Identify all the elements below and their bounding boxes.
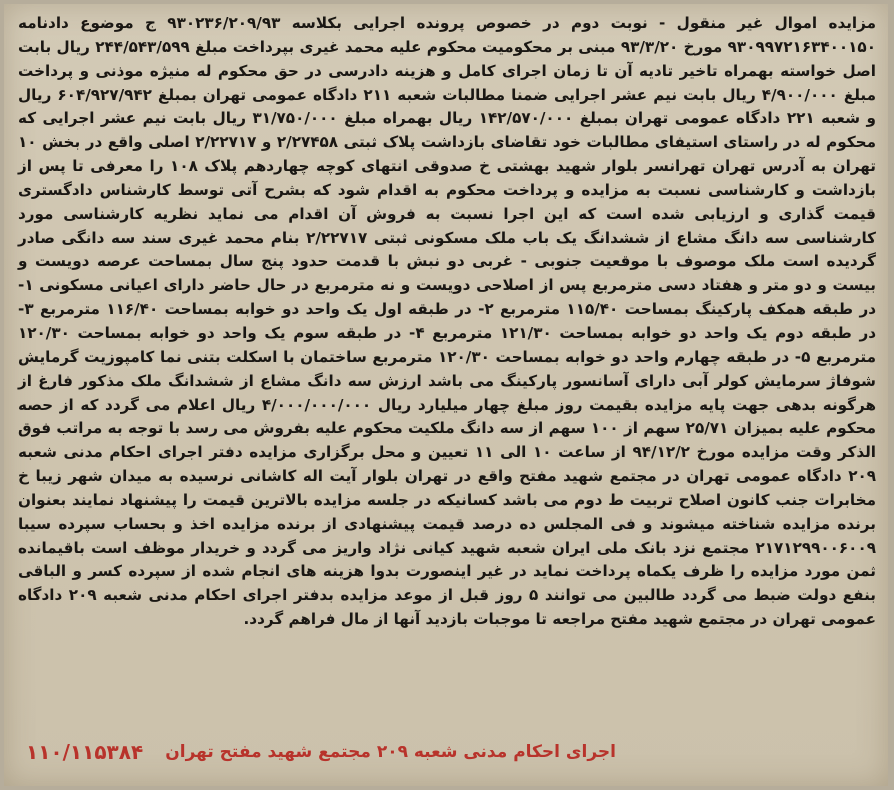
newspaper-clipping — [4, 4, 888, 786]
notice-footer — [18, 740, 876, 784]
auction-notice-text: مزایده اموال غیر منقول - نوبت دوم در خصوص پرونده اجرایی بکلاسه ۹۳۰۲۳۶/۲۰۹/۹۳ ج موضوع دادنامه ۹۳۰۹۹۷۲۱۶۳۴۰۰۱۵۰ مورخ ۹۳/۳/۲۰ مبنی بر محکومیت محکوم علیه محمد غیری بپرداخت مبلغ ۲۴۴/۵۴۳/۵۹۹ ریال بابت اصل خواسته بهمراه تاخیر تادیه آن تا زمان اجرای کامل و هزینه دادرسی در حق محکوم له منیژه موذنی و پرداخت مبلغ ۴/۹۰۰/۰۰۰ ریال بابت نیم عشر اجرایی ضمنا مطالبات شعبه ۲۱۱ دادگاه عمومی تهران بمبلغ ۶۰۴/۹۲۷/۹۴۲ ریال و شعبه ۲۲۱ دادگاه عمومی تهران بمبلغ ۱۴۲/۵۷۰/۰۰۰ ریال بهمراه مبلغ ۳۱/۷۵۰/۰۰۰ ریال بابت نیم عشر اجرایی که محکوم له در راستای استیفای مطالبات خود تقاضای بازداشت پلاک ثبتی ۲/۲۷۴۵۸ و ۲/۲۲۷۱۷ اصلی واقع در بخش ۱۰ تهران به آدرس تهران تهرانسر بلوار شهید بهشتی خ صدوقی انتهای کوچه چهاردهم پلاک ۱۰۸ را معرفی تا پس از بازداشت و کارشناسی نسبت به مزایده و پرداخت محکوم به اقدام شود که بشرح آتی توسط کارشناس دادگستری قیمت گذاری و ارزیابی شده است که این اجرا نسبت به فروش آن اقدام می نماید نظریه کارشناسی مورد کارشناسی سه دانگ مشاع از ششدانگ یک باب ملک مسکونی ثبتی ۲/۲۲۷۱۷ بنام محمد غیری سند سه دانگی صادر گردیده است ملک موصوف با موقعیت جنوبی - غربی دو نبش با قدمت حدود پنج سال بمساحت عرصه دویست و بیست و دو متر و هفتاد دسی مترمربع پس از اصلاحی دویست و نه مترمربع در حال حاضر دارای اعیانی مسکونی ۱- در طبقه همکف پارکینگ بمساحت ۱۱۵/۴۰ مترمربع ۲- در طبقه اول یک واحد دو خوابه بمساحت ۱۱۶/۴۰ مترمربع ۳- در طبقه دوم یک واحد دو خوابه بمساحت ۱۲۱/۳۰ مترمربع ۴- در طبقه سوم یک واحد دو خوابه بمساحت ۱۲۰/۳۰ مترمربع ۵- در طبقه چهارم واحد دو خوابه بمساحت ۱۲۰/۳۰ مترمربع ساختمان با اسکلت بتنی نما کامپوزیت گرمایش شوفاژ سرمایش کولر آبی دارای آسانسور پارکینگ می باشد ارزش سه دانگ مشاع از ششدانگ ملک مذکور فارغ از هرگونه بدهی جهت پایه مزایده بقیمت روز مبلغ چهار میلیارد ریال ۴/۰۰۰/۰۰۰/۰۰۰ ریال اعلام می گردد که از حصه محکوم علیه بمیزان ۲۵/۷۱ سهم از ۱۰۰ سهم از سه دانگ ملکیت محکوم علیه بفروش می رسد با توجه به مراتب فوق الذکر وقت مزایده مورخ ۹۴/۱۲/۲ از ساعت ۱۰ الی ۱۱ تعیین و محل برگزاری مزایده دفتر اجرای احکام مدنی شعبه ۲۰۹ دادگاه عمومی تهران در مجتمع شهید مفتح واقع در تهران بلوار آیت اله کاشانی نرسیده به میدان شهر زیبا خ مخابرات جنب کانون اصلاح تربیت ط دوم می باشد کسانیکه در جلسه مزایده بالاترین قیمت را پیشنهاد نمایند بعنوان برنده مزایده شناخته میشوند و فی المجلس ده درصد قیمت پیشنهادی از برنده مزایده اخذ و بحساب سپرده سیبا ۲۱۷۱۲۹۹۰۰۶۰۰۹ مجتمع نزد بانک ملی ایران شعبه شهید کیانی نژاد واریز می گردد و خریدار موظف است باقیمانده ثمن مورد مزایده را ظرف یکماه پرداخت نماید در غیر اینصورت بدوا هزینه های انجام شده از سپرده کسر و الباقی بنفع دولت ضبط می گردد طالبین می توانند ۵ روز قبل از موعد مزایده بدفتر اجرای احکام مدنی شعبه ۲۰۹ دادگاه عمومی تهران در مجتمع شهید مفتح مراجعه تا موجبات بازدید آنها از مال فراهم گردد. — [18, 14, 877, 629]
notice-reference-code: ۱۱۰/۱۱۵۳۸۴ — [26, 740, 144, 764]
issuing-office-title: اجرای احکام مدنی شعبه ۲۰۹ مجتمع شهید مفتح تهران — [165, 742, 616, 762]
